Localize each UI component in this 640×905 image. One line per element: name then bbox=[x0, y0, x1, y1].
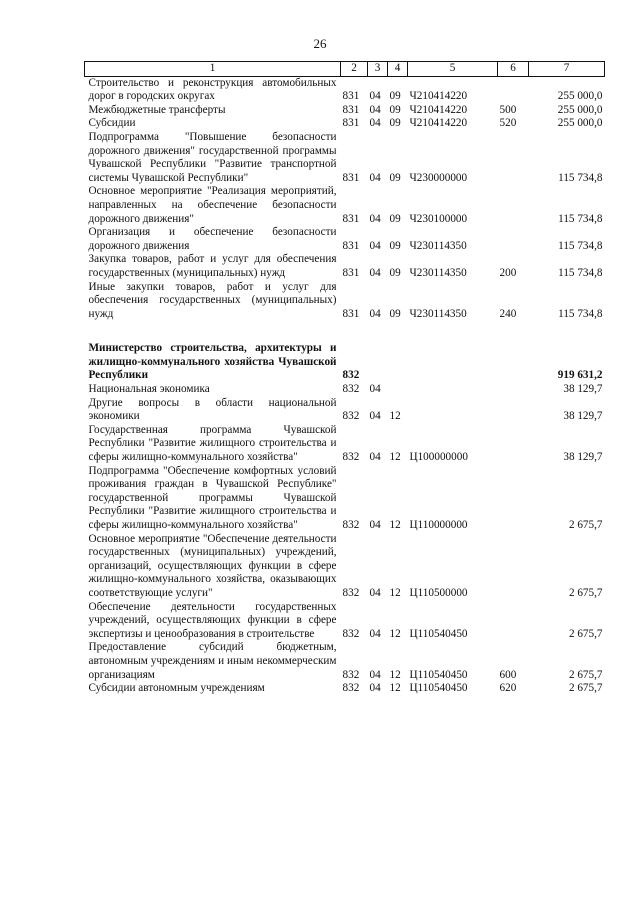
row-name-cell: Иные закупки товаров, работ и услуг для обеспечения государственных (муниципальных) нужд bbox=[88, 280, 337, 320]
row-vr-cell: 240 bbox=[499, 307, 517, 320]
row-pr-cell: 12 bbox=[389, 410, 401, 423]
row-name-cell: Подпрограмма "Повышение безопасности дорожного движения" государственной программы Чувашской Республики "Развитие транспортной системы Чувашской Республики" bbox=[88, 130, 337, 184]
row-gr-cell: 832 bbox=[342, 451, 360, 464]
row-pr-cell bbox=[388, 383, 408, 397]
row-vr-cell bbox=[498, 533, 529, 601]
header-cell-rz: 3 bbox=[368, 62, 388, 77]
row-rz-cell: 04 bbox=[369, 171, 381, 184]
table-row bbox=[85, 253, 605, 280]
row-rz-cell: 04 bbox=[369, 451, 381, 464]
row-csr-cell: Ч210414220 bbox=[409, 90, 468, 103]
budget-table bbox=[84, 61, 605, 696]
row-pr-cell: 12 bbox=[389, 586, 401, 599]
row-gr-cell: 831 bbox=[342, 103, 360, 116]
table-row bbox=[85, 76, 605, 104]
row-name-cell: Основное мероприятие "Реализация мероприятий, направленных на обеспечение безопасности дорожного движения" bbox=[88, 185, 337, 225]
row-pr-cell: 12 bbox=[389, 519, 401, 531]
row-gr-cell: 832 bbox=[342, 682, 360, 695]
row-vr-cell bbox=[498, 397, 529, 424]
row-csr-cell: Ц100000000 bbox=[409, 451, 468, 464]
table-body bbox=[85, 76, 605, 696]
row-vr-cell bbox=[498, 226, 529, 253]
row-csr-cell: Ч230114350 bbox=[409, 239, 467, 252]
table-row bbox=[85, 131, 605, 185]
row-rz-cell: 04 bbox=[369, 212, 381, 225]
row-csr-cell: Ч210414220 bbox=[409, 103, 468, 116]
row-amount-cell: 2 675,7 bbox=[568, 627, 603, 640]
header-cell-amount: 7 bbox=[529, 62, 605, 77]
row-gr-cell: 831 bbox=[342, 307, 360, 320]
table-row bbox=[85, 117, 605, 131]
row-rz-cell: 04 bbox=[369, 266, 381, 279]
row-csr-cell: Ц110500000 bbox=[409, 586, 468, 599]
row-amount-cell: 115 734,8 bbox=[558, 171, 603, 184]
row-csr-cell: Ч230100000 bbox=[409, 212, 468, 225]
row-csr-cell: Ц110540450 bbox=[409, 668, 468, 681]
row-gr-cell: 832 bbox=[342, 668, 360, 681]
row-vr-cell: 600 bbox=[499, 668, 517, 681]
row-gr-cell: 832 bbox=[342, 627, 360, 640]
table-row bbox=[85, 281, 605, 322]
row-vr-cell bbox=[498, 131, 529, 185]
header-cell-vr: 6 bbox=[498, 62, 529, 77]
row-pr-cell: 09 bbox=[389, 171, 401, 184]
row-csr-cell bbox=[408, 342, 498, 383]
row-gr-cell: 831 bbox=[342, 239, 360, 252]
row-pr-cell: 09 bbox=[389, 239, 401, 252]
row-gr-cell: 831 bbox=[342, 266, 360, 279]
row-csr-cell: Ц110540450 bbox=[409, 627, 468, 640]
row-csr-cell: Ч230114350 bbox=[409, 266, 467, 279]
row-gr-cell: 832 bbox=[342, 586, 360, 599]
row-gr-cell: 832 bbox=[342, 369, 360, 382]
row-amount-cell: 115 734,8 bbox=[558, 266, 603, 279]
row-amount-cell: 255 000,0 bbox=[557, 117, 603, 130]
row-pr-cell: 12 bbox=[389, 451, 401, 464]
row-amount-cell: 255 000,0 bbox=[557, 90, 603, 103]
row-vr-cell bbox=[498, 601, 529, 642]
row-amount-cell: 2 675,7 bbox=[568, 668, 603, 681]
row-rz-cell: 04 bbox=[369, 586, 381, 599]
row-csr-cell bbox=[408, 397, 498, 424]
row-vr-cell bbox=[498, 424, 529, 465]
row-vr-cell: 500 bbox=[499, 103, 517, 116]
row-name-cell: Обеспечение деятельности государственных учреждений, осуществляющих функции в сфере экспертизы и ценообразования в строительстве bbox=[88, 600, 337, 640]
row-rz-cell bbox=[368, 342, 388, 383]
row-pr-cell: 09 bbox=[389, 90, 401, 103]
row-name-cell: Национальная экономика bbox=[88, 383, 210, 396]
row-rz-cell: 04 bbox=[369, 519, 381, 531]
row-csr-cell: Ц110000000 bbox=[409, 519, 468, 531]
table-row bbox=[85, 383, 605, 397]
table-row bbox=[85, 465, 605, 533]
table-row bbox=[85, 397, 605, 424]
row-pr-cell: 09 bbox=[389, 103, 401, 116]
row-vr-cell bbox=[498, 185, 529, 226]
table-row bbox=[85, 641, 605, 682]
row-pr-cell: 12 bbox=[389, 668, 401, 681]
row-amount-cell: 2 675,7 bbox=[568, 586, 603, 599]
row-vr-cell bbox=[498, 76, 529, 104]
row-amount-cell: 38 129,7 bbox=[563, 451, 603, 464]
table-row bbox=[85, 424, 605, 465]
row-vr-cell bbox=[498, 342, 529, 383]
row-pr-cell: 09 bbox=[389, 307, 401, 320]
row-rz-cell: 04 bbox=[369, 627, 381, 640]
row-rz-cell: 04 bbox=[369, 90, 381, 103]
row-name-cell: Предоставление субсидий бюджетным, автономным учреждениям и иным некоммерческим организациям bbox=[88, 641, 337, 681]
row-name-cell: Межбюджетные трансферты bbox=[88, 103, 226, 116]
row-name-cell: Министерство строительства, архитектуры и жилищно-коммунального хозяйства Чувашской Республики bbox=[88, 342, 337, 382]
table-row bbox=[85, 601, 605, 642]
row-pr-cell: 09 bbox=[389, 266, 401, 279]
row-gr-cell: 832 bbox=[342, 519, 360, 531]
row-rz-cell: 04 bbox=[369, 383, 381, 396]
table-row bbox=[85, 682, 605, 696]
table-header bbox=[85, 62, 605, 77]
row-name-cell: Строительство и реконструкция автомобильных дорог в городских округах bbox=[88, 76, 337, 103]
row-vr-cell bbox=[498, 383, 529, 397]
row-gr-cell: 831 bbox=[342, 90, 360, 103]
row-name-cell: Субсидии bbox=[88, 117, 136, 130]
row-pr-cell: 09 bbox=[389, 117, 401, 130]
row-csr-cell: Ч230114350 bbox=[409, 307, 467, 320]
table-row bbox=[85, 226, 605, 253]
table-row bbox=[85, 533, 605, 601]
row-pr-cell: 09 bbox=[389, 212, 401, 225]
row-vr-cell: 200 bbox=[499, 266, 517, 279]
header-cell-gr: 2 bbox=[341, 62, 368, 77]
row-amount-cell: 919 631,2 bbox=[557, 369, 603, 382]
row-gr-cell: 831 bbox=[342, 171, 360, 184]
row-csr-cell bbox=[408, 383, 498, 397]
row-amount-cell: 115 734,8 bbox=[558, 239, 603, 252]
spacer-cell bbox=[85, 321, 605, 342]
row-name-cell: Государственная программа Чувашской Республики "Развитие жилищного строительства и сферы жилищно-коммунального хозяйства" bbox=[88, 423, 337, 464]
row-amount-cell: 38 129,7 bbox=[563, 410, 603, 423]
row-pr-cell: 12 bbox=[389, 682, 401, 695]
header-cell-csr: 5 bbox=[408, 62, 498, 77]
row-amount-cell: 2 675,7 bbox=[568, 519, 603, 531]
row-rz-cell: 04 bbox=[369, 103, 381, 116]
page-number: 26 bbox=[313, 36, 327, 51]
row-name-cell: Основное мероприятие "Обеспечение деятельности государственных (муниципальных) учреждений, организаций, осуществляющих функции в сфере жилищно-коммунального хозяйства, оказывающих соответствующие услуги" bbox=[88, 532, 337, 599]
row-vr-cell: 520 bbox=[499, 117, 517, 130]
row-csr-cell: Ч230000000 bbox=[409, 171, 468, 184]
row-rz-cell: 04 bbox=[369, 668, 381, 681]
row-amount-cell: 38 129,7 bbox=[563, 383, 603, 396]
row-name-cell: Субсидии автономным учреждениям bbox=[88, 682, 265, 695]
row-vr-cell bbox=[498, 465, 529, 533]
row-name-cell: Подпрограмма "Обеспечение комфортных условий проживания граждан в Чувашской Республике" государственной программы Чувашской Республики "Развитие жилищного строительства и сферы жилищно-коммунального хозяйства" bbox=[88, 464, 337, 531]
header-row bbox=[85, 62, 605, 77]
row-pr-cell bbox=[388, 342, 408, 383]
row-gr-cell: 831 bbox=[342, 212, 360, 225]
row-rz-cell: 04 bbox=[369, 682, 381, 695]
row-amount-cell: 2 675,7 bbox=[568, 682, 603, 695]
row-amount-cell: 115 734,8 bbox=[558, 307, 603, 320]
row-amount-cell: 255 000,0 bbox=[557, 103, 603, 116]
row-rz-cell: 04 bbox=[369, 307, 381, 320]
row-rz-cell: 04 bbox=[369, 117, 381, 130]
table-row bbox=[85, 185, 605, 226]
row-csr-cell: Ч210414220 bbox=[409, 117, 468, 130]
table-spacer-row bbox=[85, 321, 605, 342]
row-gr-cell: 832 bbox=[342, 410, 360, 423]
header-cell-pr: 4 bbox=[388, 62, 408, 77]
header-cell-name: 1 bbox=[85, 62, 341, 77]
row-csr-cell: Ц110540450 bbox=[409, 682, 468, 695]
row-gr-cell: 832 bbox=[342, 383, 360, 396]
row-vr-cell: 620 bbox=[499, 682, 517, 695]
row-name-cell: Организация и обеспечение безопасности дорожного движения bbox=[88, 226, 337, 252]
row-pr-cell: 12 bbox=[389, 627, 401, 640]
row-rz-cell: 04 bbox=[369, 239, 381, 252]
row-amount-cell: 115 734,8 bbox=[558, 212, 603, 225]
row-rz-cell: 04 bbox=[369, 410, 381, 423]
row-name-cell: Закупка товаров, работ и услуг для обеспечения государственных (муниципальных) нужд bbox=[88, 253, 337, 279]
table-row bbox=[85, 104, 605, 118]
row-name-cell: Другие вопросы в области национальной экономики bbox=[88, 396, 337, 423]
table-row bbox=[85, 342, 605, 383]
row-gr-cell: 831 bbox=[342, 117, 360, 130]
